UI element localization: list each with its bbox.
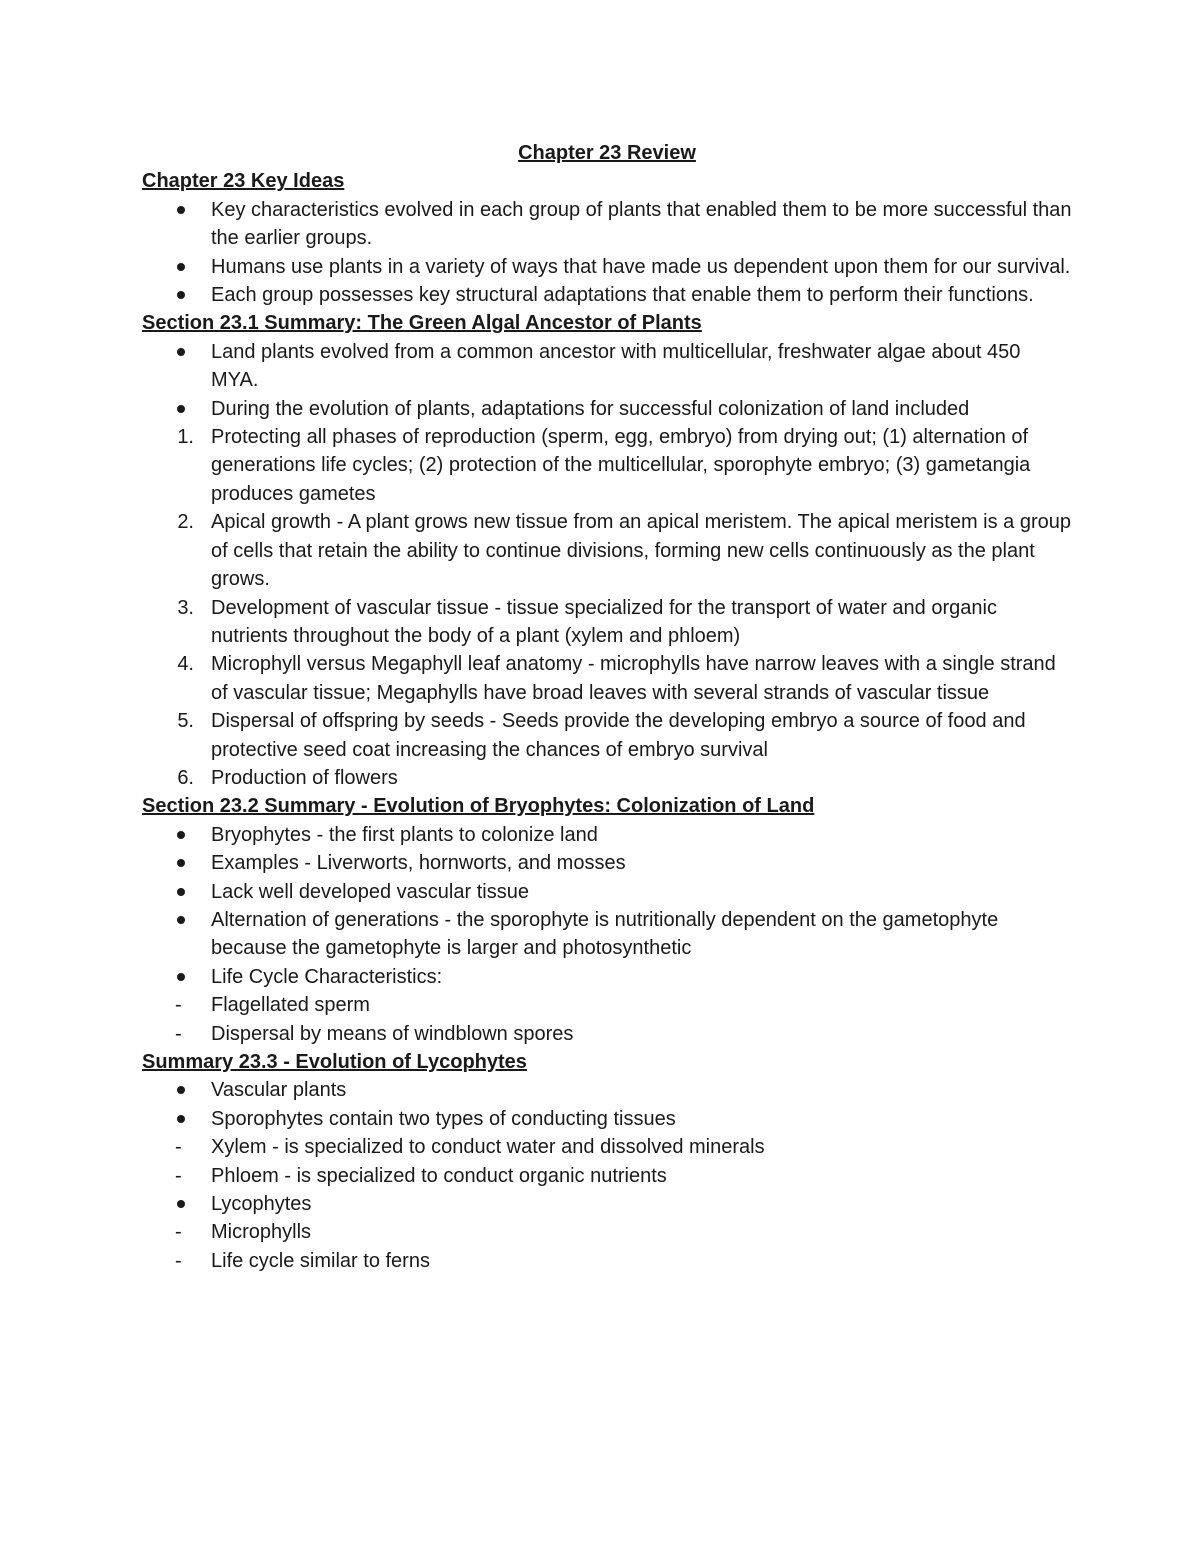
list-item-text: Life Cycle Characteristics: (211, 965, 443, 988)
list-item-text: Sporophytes contain two types of conducting tissues (211, 1107, 676, 1130)
list-item-text: Vascular plants (211, 1079, 347, 1102)
list-item (142, 423, 1072, 508)
list-item (142, 764, 1072, 792)
list-item (142, 1020, 1072, 1048)
list-item-text: Microphylls (211, 1221, 312, 1244)
list-item (142, 508, 1072, 593)
section-list (142, 821, 1072, 1048)
list-item (142, 338, 1072, 395)
list-item-text: Production of flowers (211, 766, 398, 789)
list-item (142, 196, 1072, 253)
list-item-text: Humans use plants in a variety of ways that have made us dependent upon them for our survival. (211, 255, 1071, 278)
number-marker: 5. (177, 710, 194, 733)
section-list (142, 1076, 1072, 1275)
number-marker: 4. (177, 653, 194, 676)
list-item-text: Flagellated sperm (211, 994, 370, 1017)
list-item-text: Protecting all phases of reproduction (sperm, egg, embryo) from drying out; (1) alternation of generations life cycles; (2) protection of the multicellular, sporophyte embryo; (3) gametangia produces gametes (211, 426, 1031, 505)
number-marker: 1. (177, 426, 194, 449)
list-item-text: Examples - Liverworts, hornworts, and mosses (211, 852, 626, 875)
document-body (142, 167, 1072, 1275)
list-item-text: Xylem - is specialized to conduct water and dissolved minerals (211, 1136, 765, 1159)
list-item (142, 707, 1072, 764)
list-item-text: Phloem - is specialized to conduct organic nutrients (211, 1164, 667, 1187)
list-item (142, 1133, 1072, 1161)
dash-marker: - (175, 1136, 182, 1159)
list-item (142, 253, 1072, 281)
list-item-text: Microphyll versus Megaphyll leaf anatomy - microphylls have narrow leaves with a single strand of vascular tissue; Megaphylls have broad leaves with several strands of vascular tissue (211, 653, 1056, 704)
number-marker: 2. (177, 511, 194, 534)
list-item (142, 1076, 1072, 1104)
list-item-text: Dispersal of offspring by seeds - Seeds provide the developing embryo a source of food and protective seed coat increasing the chances of embryo survival (211, 710, 1026, 761)
list-item (142, 395, 1072, 423)
list-item-text: Apical growth - A plant grows new tissue from an apical meristem. The apical meristem is a group of cells that retain the ability to continue divisions, forming new cells continuously as the plant grows. (211, 511, 1071, 591)
list-item (142, 849, 1072, 877)
document-title: Chapter 23 Review (518, 142, 696, 164)
list-item-text: Development of vascular tissue - tissue specialized for the transport of water and organic nutrients throughout the body of a plant (xylem and phloem) (211, 596, 997, 647)
dash-marker: - (175, 994, 182, 1017)
section-list (142, 338, 1072, 793)
dash-marker: - (175, 1249, 182, 1272)
list-item-text: Key characteristics evolved in each group of plants that enabled them to be more successful than the earlier groups. (211, 198, 1072, 250)
list-item (142, 878, 1072, 906)
list-item (142, 906, 1072, 963)
section-heading: Chapter 23 Key Ideas (142, 170, 345, 193)
dash-marker: - (175, 1221, 182, 1244)
list-item-text: Bryophytes - the first plants to colonize land (211, 823, 598, 846)
section-list (142, 196, 1072, 310)
list-item (142, 650, 1072, 707)
list-item (142, 821, 1072, 849)
list-item-text: Land plants evolved from a common ancestor with multicellular, freshwater algae about 450 MYA. (211, 340, 1021, 392)
list-item (142, 1105, 1072, 1133)
list-item-text: Dispersal by means of windblown spores (211, 1022, 574, 1045)
dash-marker: - (175, 1022, 182, 1045)
list-item (142, 1218, 1072, 1246)
list-item (142, 594, 1072, 651)
list-item (142, 991, 1072, 1019)
section-heading: Summary 23.3 - Evolution of Lycophytes (142, 1051, 527, 1073)
list-item-text: Life cycle similar to ferns (211, 1249, 430, 1272)
list-item (142, 1162, 1072, 1190)
document-page (142, 139, 1072, 1275)
list-item-text: Lack well developed vascular tissue (211, 880, 529, 903)
list-item-text: During the evolution of plants, adaptations for successful colonization of land included (211, 397, 970, 420)
number-marker: 6. (177, 766, 194, 789)
list-item-text: Alternation of generations - the sporophyte is nutritionally dependent on the gametophyte because the gametophyte is larger and photosynthetic (211, 908, 999, 960)
list-item (142, 1190, 1072, 1218)
section-heading: Section 23.1 Summary: The Green Algal Ancestor of Plants (142, 312, 702, 335)
list-item-text: Each group possesses key structural adaptations that enable them to perform their functions. (211, 284, 1034, 307)
number-marker: 3. (177, 596, 194, 619)
dash-marker: - (175, 1164, 182, 1187)
section-heading: Section 23.2 Summary - Evolution of Bryophytes: Colonization of Land (142, 795, 815, 818)
list-item-text: Lycophytes (211, 1193, 312, 1216)
list-item (142, 1247, 1072, 1275)
list-item (142, 281, 1072, 309)
list-item (142, 963, 1072, 991)
